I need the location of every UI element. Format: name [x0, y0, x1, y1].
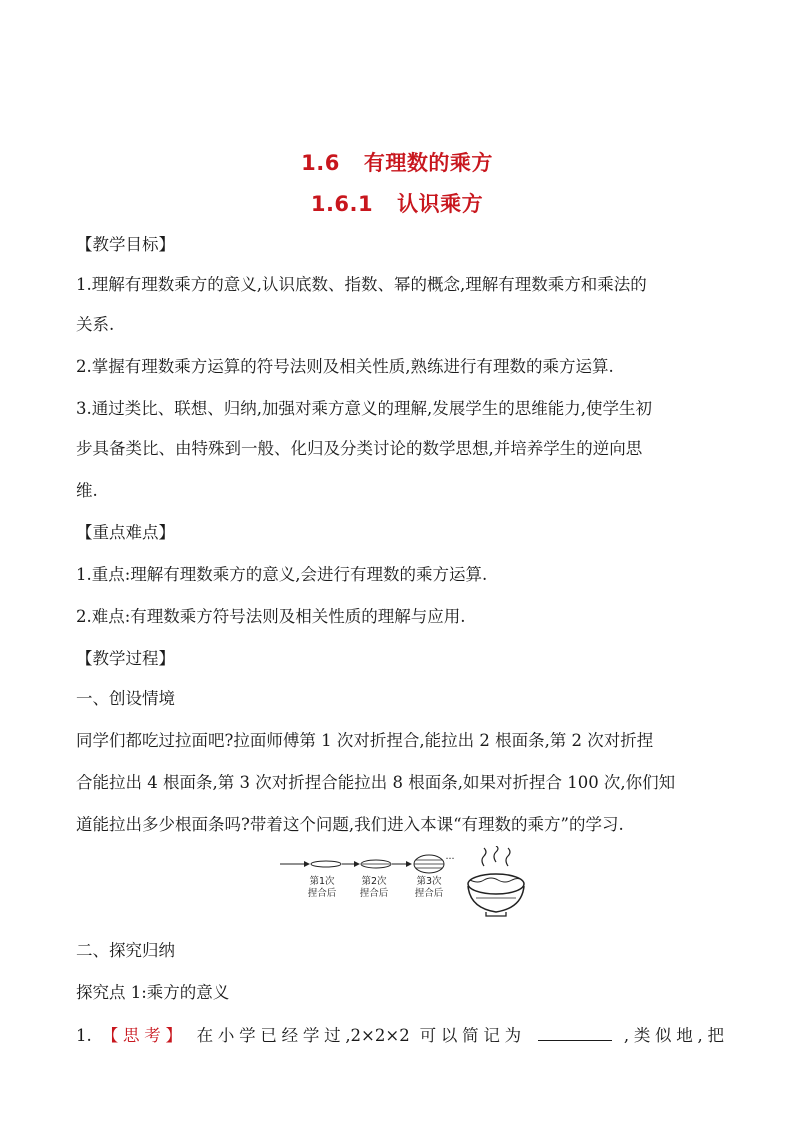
- figure-label-1: 第1次 捏合后: [307, 876, 337, 899]
- bowl-rim: [468, 874, 524, 894]
- process-heading: 【教学过程】: [76, 649, 175, 668]
- bowl-body: [468, 886, 524, 912]
- subsection-title: 1.6.1 认识乘方: [310, 192, 484, 216]
- arrow-head-1: [304, 861, 310, 867]
- goal-3-line-1: 3.通过类比、联想、归纳,加强对乘方意义的理解,发展学生的思维能力,使学生初: [76, 399, 652, 418]
- keypoints-heading: 【重点难点】: [76, 523, 175, 542]
- figure-label-3: 第3次 捏合后: [414, 876, 444, 899]
- scene-para-line-3: 道能拉出多少根面条吗?带着这个问题,我们进入本课“有理数的乘方”的学习.: [76, 815, 624, 834]
- goal-2: 2.掌握有理数乘方运算的符号法则及相关性质,熟练进行有理数的乘方运算.: [76, 357, 614, 376]
- steam-1: [482, 848, 486, 866]
- answer-blank[interactable]: [538, 1024, 612, 1041]
- steam-2: [494, 846, 498, 862]
- keypoint-1: 1.重点:理解有理数乘方的意义,会进行有理数的乘方运算.: [76, 565, 488, 584]
- think-question-1: 1. 【思考】 在小学已经学过,2×2×2 可以简记为 ,类似地,把: [76, 1026, 725, 1045]
- scene-para-line-2: 合能拉出 4 根面条,第 3 次对折捏合能拉出 8 根面条,如果对折捏合 100 次,你们知: [76, 773, 676, 792]
- think-tag: 【思考】: [101, 1026, 187, 1045]
- figure-ellipsis: ···: [445, 854, 455, 865]
- goal-1-line-1: 1.理解有理数乘方的意义,认识底数、指数、幂的概念,理解有理数乘方和乘法的: [76, 275, 647, 294]
- section-explore: 二、探究归纳: [76, 941, 175, 960]
- dough-1: [311, 861, 341, 867]
- scene-para-line-1: 同学们都吃过拉面吧?拉面师傅第 1 次对折捏合,能拉出 2 根面条,第 2 次对折捏: [76, 731, 654, 750]
- explore-point-1: 探究点 1:乘方的意义: [76, 983, 230, 1002]
- steam-3: [506, 848, 510, 866]
- goals-heading: 【教学目标】: [76, 235, 175, 254]
- arrow-head-2: [354, 861, 360, 867]
- goal-3-line-3: 维.: [76, 481, 98, 500]
- noodles-in-bowl: [470, 878, 522, 882]
- goal-1-line-2: 关系.: [76, 315, 115, 334]
- section-create-scene: 一、创设情境: [76, 689, 175, 708]
- figure-label-2: 第2次 捏合后: [359, 876, 389, 899]
- noodle-folding-figure: [276, 846, 536, 920]
- arrow-head-3: [406, 861, 412, 867]
- keypoint-2: 2.难点:有理数乘方符号法则及相关性质的理解与应用.: [76, 607, 466, 626]
- goal-3-line-2: 步具备类比、由特殊到一般、化归及分类讨论的数学思想,并培养学生的逆向思: [76, 439, 643, 458]
- section-title: 1.6 有理数的乘方: [301, 151, 493, 175]
